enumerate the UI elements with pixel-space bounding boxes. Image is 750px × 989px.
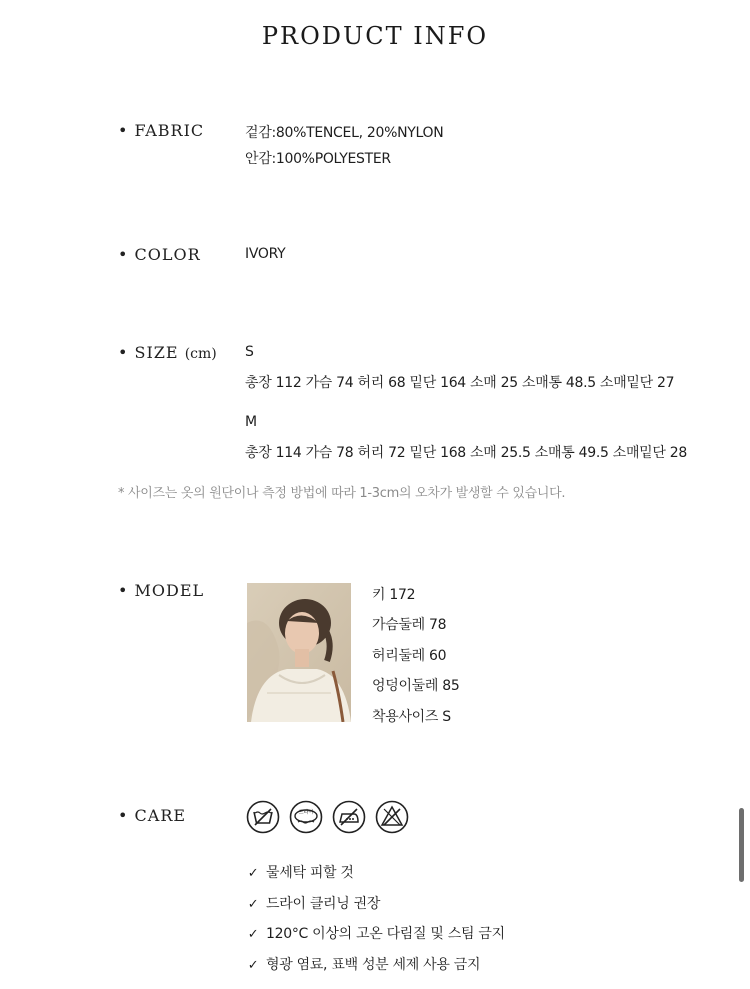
fabric-outer: 겉감:80%TENCEL, 20%NYLON xyxy=(245,125,444,141)
model-label: • MODEL xyxy=(118,581,205,600)
size-s-detail: 총장 112 가슴 74 허리 68 밑단 164 소매 25 소매통 48.5 소매밑단 27 xyxy=(245,375,675,391)
size-note: * 사이즈는 옷의 원단이나 측정 방법에 따라 1-3cm의 오차가 발생할 수 있습니다. xyxy=(118,486,566,501)
check-icon: ✓ xyxy=(247,866,259,881)
dry-clean-icon-text: 드라이 xyxy=(298,809,314,816)
model-bust: 가슴둘레 78 xyxy=(372,617,447,633)
care-label: • CARE xyxy=(118,806,187,825)
scrollbar[interactable] xyxy=(739,808,744,882)
care-item: ✓ 형광 염료, 표백 성분 세제 사용 금지 xyxy=(247,957,481,973)
model-photo xyxy=(247,583,351,722)
model-wear-size: 착용사이즈 S xyxy=(372,709,451,725)
model-hip: 엉덩이둘레 85 xyxy=(372,678,460,694)
size-m-name: M xyxy=(245,414,257,430)
fabric-label: • FABRIC xyxy=(118,121,205,140)
fabric-lining: 안감:100%POLYESTER xyxy=(245,151,391,167)
care-item: ✓ 120°C 이상의 고온 다림질 및 스팀 금지 xyxy=(247,926,505,942)
care-item: ✓ 드라이 클리닝 권장 xyxy=(247,896,381,912)
page-title: PRODUCT INFO xyxy=(261,22,489,50)
size-unit: (cm) xyxy=(184,346,217,362)
no-bleach-icon xyxy=(375,800,409,834)
check-icon: ✓ xyxy=(247,958,259,973)
check-icon: ✓ xyxy=(247,897,259,912)
model-waist: 허리둘레 60 xyxy=(372,648,447,664)
no-wash-icon xyxy=(246,800,280,834)
dry-clean-icon xyxy=(289,800,323,834)
care-item: ✓ 물세탁 피할 것 xyxy=(247,865,354,881)
size-label xyxy=(118,343,217,362)
model-height: 키 172 xyxy=(372,587,416,603)
size-s-name: S xyxy=(245,344,254,360)
no-high-temp-iron-icon xyxy=(332,800,366,834)
color-value: IVORY xyxy=(245,246,286,262)
color-label: • COLOR xyxy=(118,245,201,264)
check-icon: ✓ xyxy=(247,927,259,942)
size-label-text: • SIZE xyxy=(118,343,179,362)
size-m-detail: 총장 114 가슴 78 허리 72 밑단 168 소매 25.5 소매통 49.5 소매밑단 28 xyxy=(245,445,687,461)
